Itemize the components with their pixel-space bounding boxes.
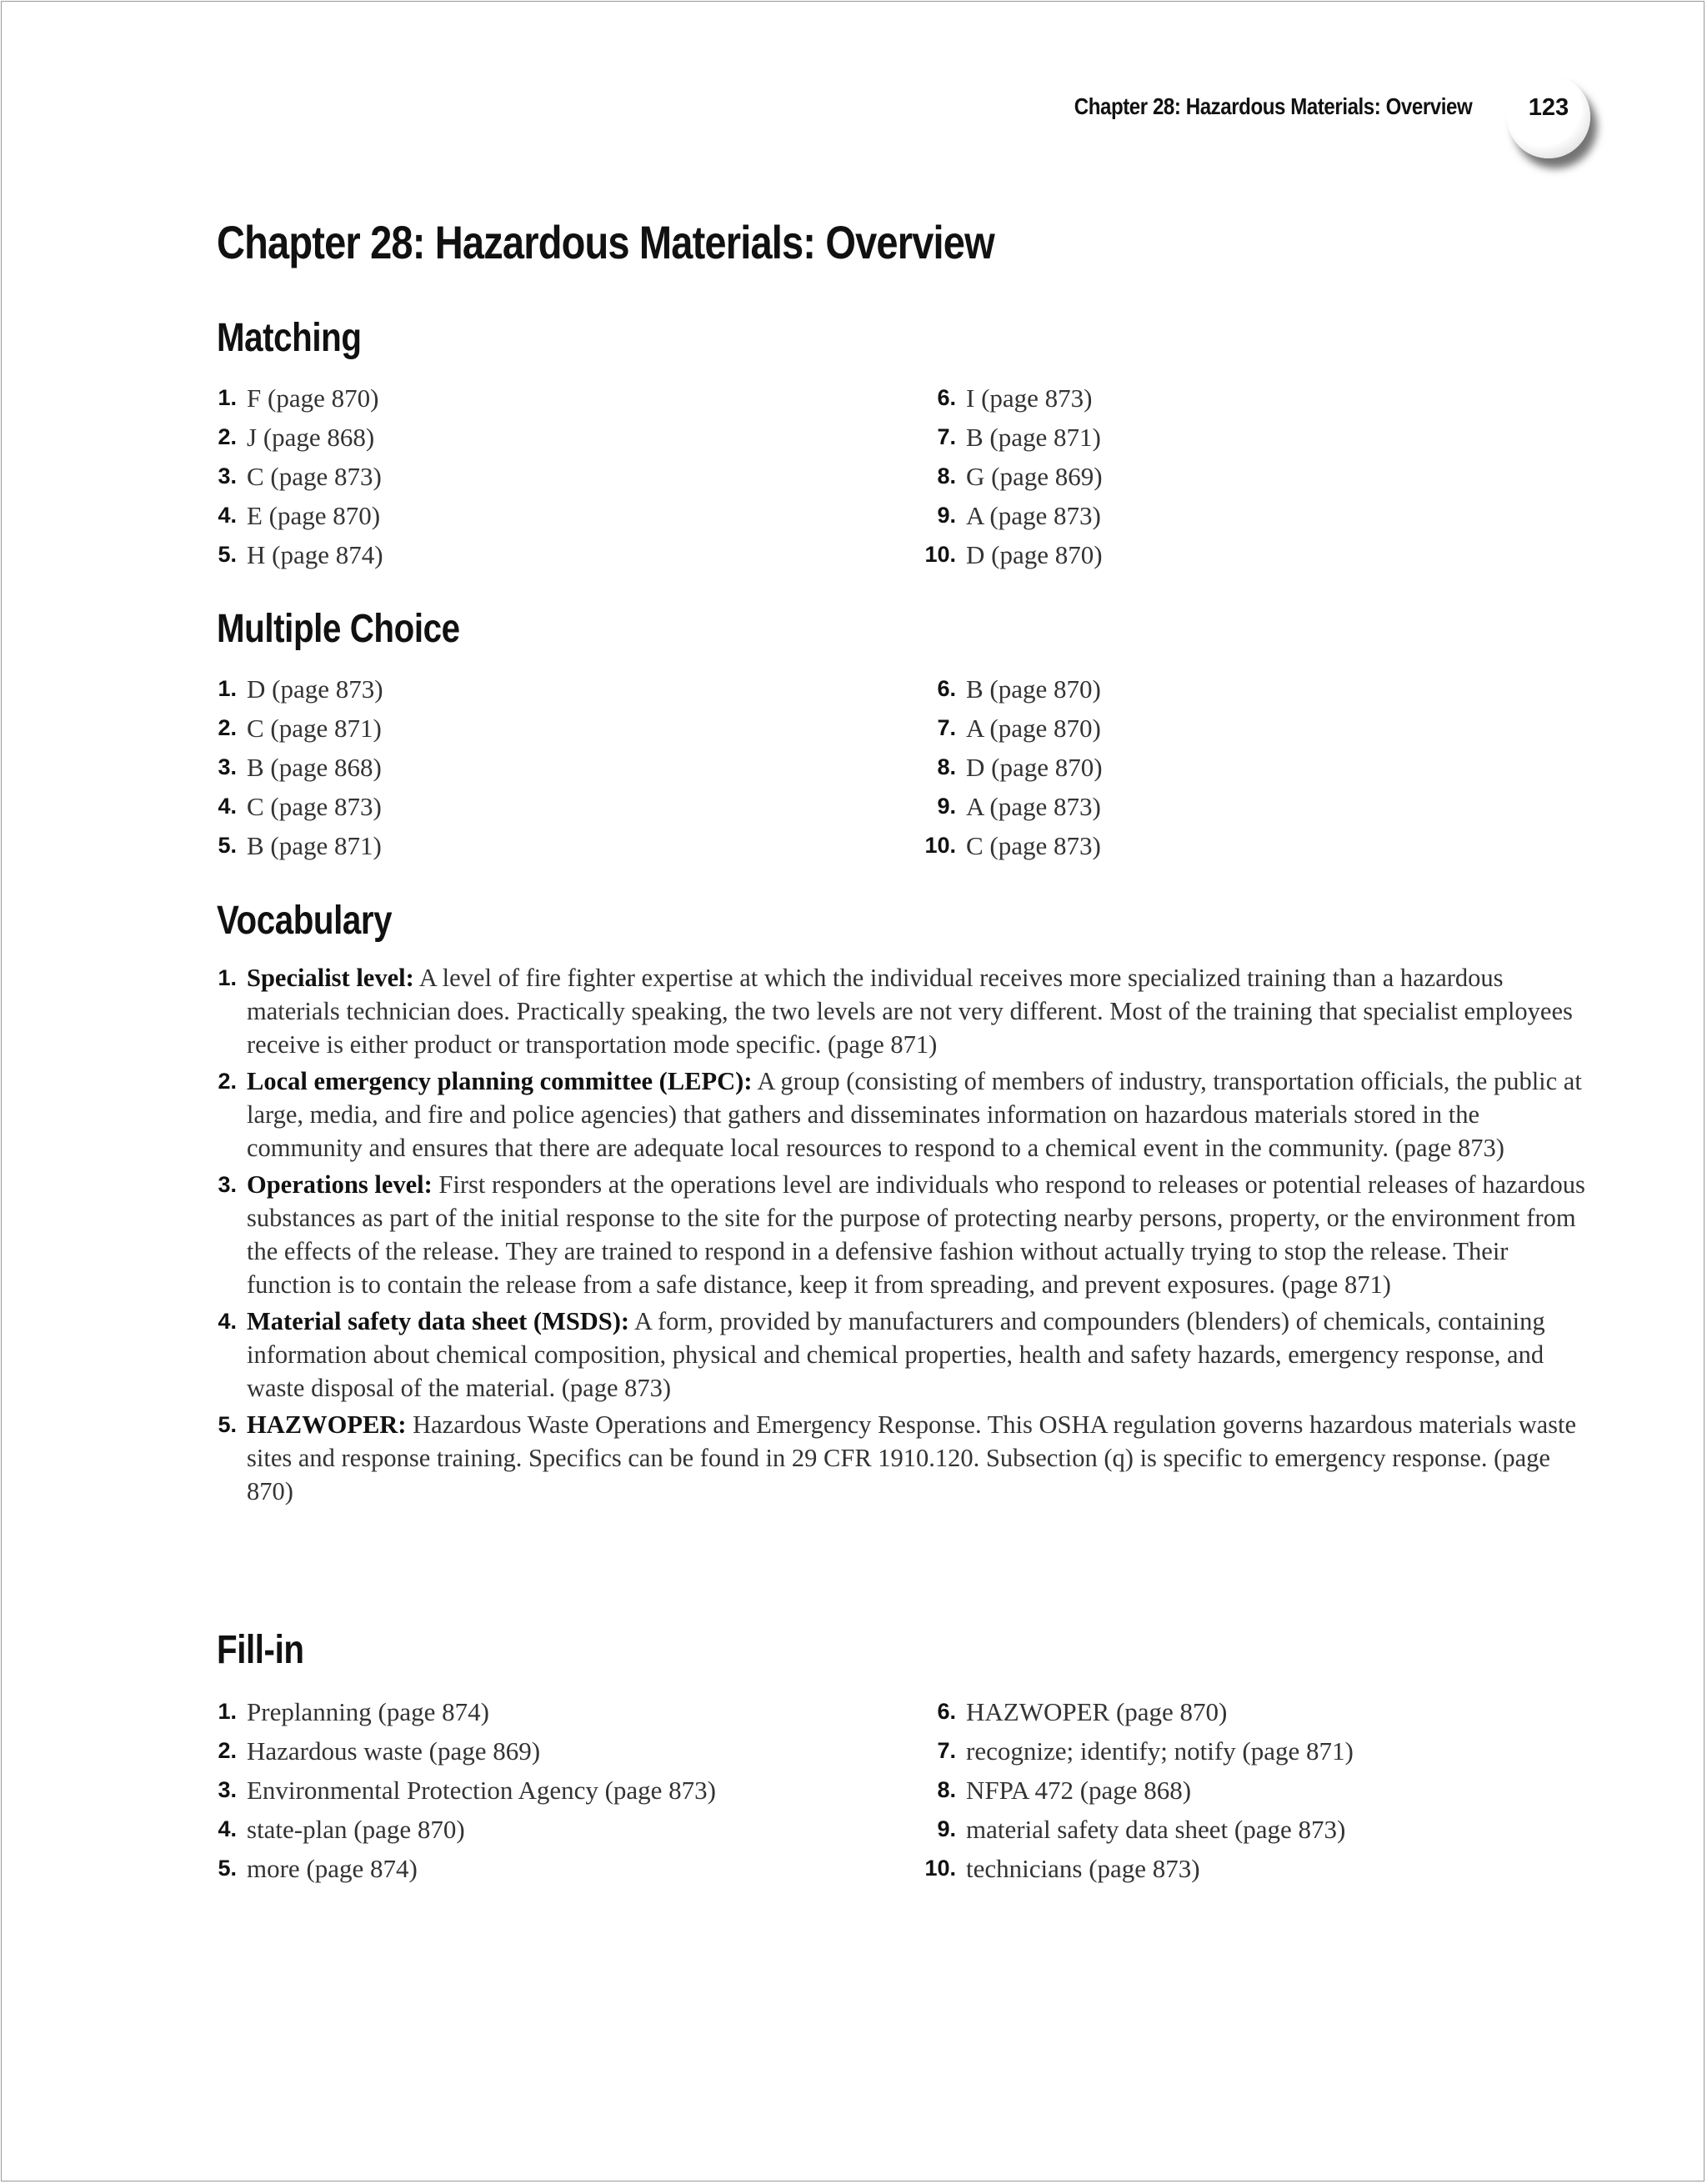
list-item: 7. recognize; identify; notify (page 871) xyxy=(937,1736,1354,1766)
vocabulary-term: Material safety data sheet (MSDS): xyxy=(247,1307,630,1335)
multiple-choice-right-column xyxy=(914,669,1581,865)
list-item: 7. A (page 870) xyxy=(937,714,1101,743)
list-item: 1. F (page 870) xyxy=(218,383,379,413)
list-item: 7. B (page 871) xyxy=(937,423,1101,452)
list-item: 6. HAZWOPER (page 870) xyxy=(937,1697,1228,1726)
page-number: 123 xyxy=(1528,94,1569,121)
section-title-matching: Matching xyxy=(217,316,362,360)
list-item: 1. Preplanning (page 874) xyxy=(218,1697,489,1726)
vocabulary-definition: A form, provided by manufacturers and compounders (blenders) of chemicals, containing information about chemical composition, physical and chemical properties, health and safety hazards, emergency response, and waste disposal of the material. (page 873) xyxy=(247,1307,1545,1402)
vocabulary-definition: First responders at the operations level are individuals who respond to releases or potential releases of hazardous substances as part of the initial response to the site for the purpose of protecting nearby persons, property, or the environment from the effects of the release. They are trained to respond in a defensive fashion without actually trying to stop the release. Their function is to contain the release from a safe distance, keep it from spreading, and prevent exposures. (page 871) xyxy=(247,1170,1585,1299)
list-item: 4. E (page 870) xyxy=(218,501,381,530)
list-item: 10. D (page 870) xyxy=(924,540,1103,569)
vocabulary-item: 3. Operations level: First responders at the operations level are individuals who respond to releases or potential releases of hazardous substances as part of the initial response to the site for the purpose of protecting nearby persons, property, or the environment from the effects of the release. They are trained to respond in a defensive fashion without actually trying to stop the release. Their function is to contain the release from a safe distance, keep it from spreading, and prevent exposures. (page 871) xyxy=(218,1170,1585,1299)
running-header: Chapter 28: Hazardous Materials: Overview xyxy=(1074,93,1472,119)
vocabulary-list xyxy=(195,961,1595,1511)
matching-left-column xyxy=(195,378,862,574)
section-title-multiple-choice: Multiple Choice xyxy=(217,607,460,651)
matching-right-column xyxy=(914,378,1581,574)
list-item: 8. D (page 870) xyxy=(937,753,1103,782)
vocabulary-term: Local emergency planning committee (LEPC): xyxy=(247,1067,753,1095)
list-item: 9. material safety data sheet (page 873) xyxy=(937,1815,1346,1844)
list-item: 2. Hazardous waste (page 869) xyxy=(218,1736,541,1766)
multiple-choice-left-column xyxy=(195,669,862,865)
chapter-title: Chapter 28: Hazardous Materials: Overview xyxy=(217,216,994,268)
list-item: 2. J (page 868) xyxy=(218,423,375,452)
list-item: 2. C (page 871) xyxy=(218,714,382,743)
vocabulary-item: 5. HAZWOPER: Hazardous Waste Operations and Emergency Response. This OSHA regulation governs hazardous materials waste sites and response training. Specifics can be found in 29 CFR 1910.120. Subsection (q) is specific to emergency response. (page 870) xyxy=(218,1410,1577,1505)
list-item: 5. H (page 874) xyxy=(218,540,383,569)
vocabulary-definition: A group (consisting of members of industry, transportation officials, the public at large, media, and fire and police agencies) that gathers and disseminates information on hazardous materials stored in the community and ensures that there are adequate local resources to respond to a chemical event in the community. (page 873) xyxy=(247,1067,1582,1162)
list-item: 3. C (page 873) xyxy=(218,462,382,491)
list-item: 9. A (page 873) xyxy=(937,792,1101,821)
fill-in-right-column xyxy=(914,1692,1614,1888)
list-item: 3. Environmental Protection Agency (page 873) xyxy=(218,1776,717,1805)
section-title-vocabulary: Vocabulary xyxy=(217,899,393,943)
list-item: 1. D (page 873) xyxy=(218,674,383,704)
list-item: 4. C (page 873) xyxy=(218,792,382,821)
list-item: 6. I (page 873) xyxy=(937,383,1093,413)
list-item: 8. NFPA 472 (page 868) xyxy=(937,1776,1192,1805)
fill-in-left-column xyxy=(195,1692,895,1888)
list-item: 5. more (page 874) xyxy=(218,1854,418,1883)
list-item: 6. B (page 870) xyxy=(937,674,1101,704)
section-title-fill-in: Fill-in xyxy=(217,1628,304,1672)
vocabulary-term: HAZWOPER: xyxy=(247,1410,407,1439)
vocabulary-definition: Hazardous Waste Operations and Emergency Response. This OSHA regulation governs hazardous materials waste sites and response training. Specifics can be found in 29 CFR 1910.120. Subsection (q) is specific to emergency response. (page 870) xyxy=(247,1410,1577,1505)
vocabulary-term: Specialist level: xyxy=(247,964,414,992)
vocabulary-definition: A level of fire fighter expertise at which the individual receives more specialized training than a hazardous materials technician does. Practically speaking, the two levels are not very different. Most of the training that specialist employees receive is either product or transportation mode specific. (page 871) xyxy=(247,964,1573,1059)
list-item: 5. B (page 871) xyxy=(218,831,382,860)
list-item: 9. A (page 873) xyxy=(937,501,1101,530)
vocabulary-item: 2. Local emergency planning committee (LEPC): A group (consisting of members of industry, transportation officials, the public at large, media, and fire and police agencies) that gathers and disseminates information on hazardous materials stored in the community and ensures that there are adequate local resources to respond to a chemical event in the community. (page 873) xyxy=(218,1067,1582,1162)
vocabulary-item: 4. Material safety data sheet (MSDS): A form, provided by manufacturers and compounders (blenders) of chemicals, containing information about chemical composition, physical and chemical properties, health and safety hazards, emergency response, and waste disposal of the material. (page 873) xyxy=(218,1307,1545,1402)
vocabulary-term: Operations level: xyxy=(247,1170,433,1199)
list-item: 4. state-plan (page 870) xyxy=(218,1815,465,1844)
list-item: 10. C (page 873) xyxy=(924,831,1101,860)
vocabulary-item: 1. Specialist level: A level of fire fighter expertise at which the individual receives more specialized training than a hazardous materials technician does. Practically speaking, the two levels are not very different. Most of the training that specialist employees receive is either product or transportation mode specific. (page 871) xyxy=(218,964,1573,1059)
list-item: 8. G (page 869) xyxy=(937,462,1103,491)
list-item: 3. B (page 868) xyxy=(218,753,382,782)
list-item: 10. technicians (page 873) xyxy=(924,1854,1200,1883)
